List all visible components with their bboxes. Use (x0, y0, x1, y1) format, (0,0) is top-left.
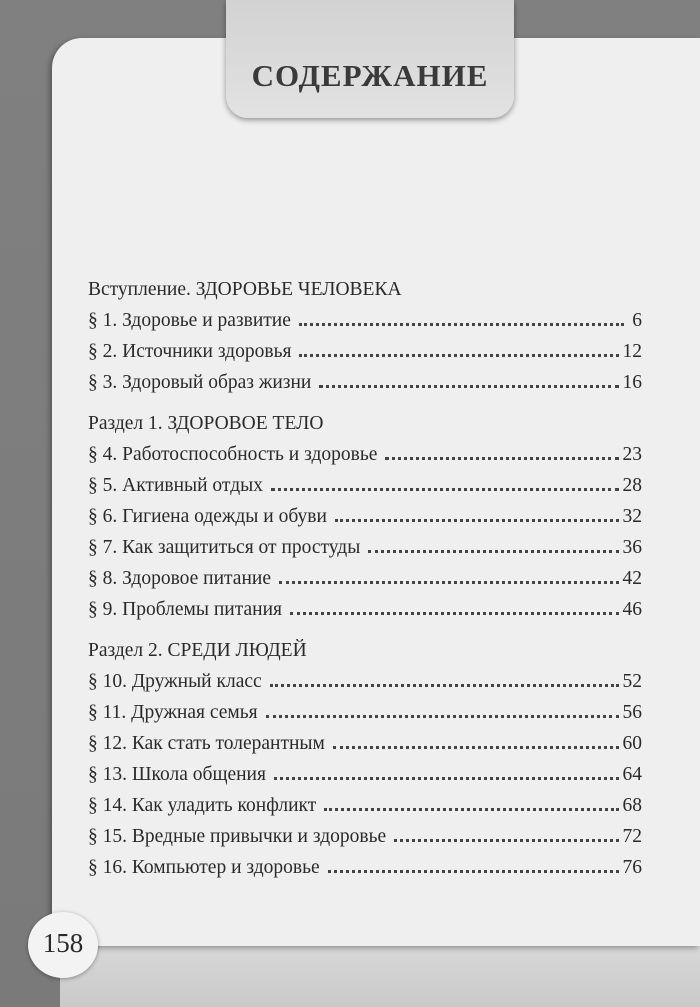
toc-entry-label: § 15. Вредные привычки и здоровье (88, 826, 387, 847)
dot-leader (385, 457, 618, 460)
toc-entry-page: 28 (622, 475, 642, 496)
section-title-intro: Вступление. ЗДОРОВЬЕ ЧЕЛОВЕКА (88, 279, 402, 300)
toc-entry-label: § 11. Дружная семья (88, 702, 258, 723)
toc-entry-page: 16 (622, 372, 642, 393)
toc-entry-page: 36 (622, 537, 642, 558)
dot-leader (328, 870, 619, 873)
table-of-contents (88, 274, 642, 883)
toc-entry-label: § 3. Здоровый образ жизни (88, 372, 312, 393)
section-title-healthy-body: Раздел 1. ЗДОРОВОЕ ТЕЛО (88, 413, 324, 434)
section-gap (88, 398, 642, 408)
toc-entry-page: 42 (622, 568, 642, 589)
toc-entry-page: 60 (622, 733, 642, 754)
toc-entry[interactable] (88, 305, 642, 336)
toc-entry-label: § 9. Проблемы питания (88, 599, 282, 620)
page-number: 158 (42, 928, 84, 958)
section-title-among-people: Раздел 2. СРЕДИ ЛЮДЕЙ (88, 640, 307, 661)
toc-entry-label: § 6. Гигиена одежды и обуви (88, 506, 327, 527)
toc-entry-label: § 8. Здоровое питание (88, 568, 271, 589)
dot-leader (270, 684, 619, 687)
dot-leader (299, 354, 618, 357)
toc-entry[interactable] (88, 594, 642, 625)
dot-leader (299, 323, 624, 326)
toc-entry-page: 56 (622, 702, 642, 723)
toc-entry-label: § 4. Работоспособность и здоровье (88, 444, 378, 465)
toc-entry[interactable] (88, 336, 642, 367)
lower-page-edge (60, 946, 700, 1007)
toc-entry[interactable] (88, 367, 642, 398)
toc-entry[interactable] (88, 470, 642, 501)
toc-entry-label: § 13. Школа общения (88, 764, 266, 785)
dot-leader (333, 746, 619, 749)
toc-entry-label: § 10. Дружный класс (88, 671, 262, 692)
toc-entry-page: 46 (622, 599, 642, 620)
toc-entry[interactable] (88, 728, 642, 759)
toc-entry[interactable] (88, 532, 642, 563)
dot-leader (279, 581, 619, 584)
dot-leader (319, 385, 618, 388)
toc-entry-label: § 16. Компьютер и здоровье (88, 857, 320, 878)
toc-entry[interactable] (88, 759, 642, 790)
dot-leader (335, 519, 619, 522)
toc-entry-page: 76 (622, 857, 642, 878)
page-number-badge (28, 912, 98, 978)
toc-entry-page: 72 (622, 826, 642, 847)
toc-entry-label: § 5. Активный отдых (88, 475, 263, 496)
toc-entry[interactable] (88, 821, 642, 852)
toc-entry-page: 68 (622, 795, 642, 816)
dot-leader (290, 612, 619, 615)
title-tab (226, 0, 514, 118)
toc-entry[interactable] (88, 501, 642, 532)
toc-entry-page: 52 (622, 671, 642, 692)
toc-entry-page: 64 (622, 764, 642, 785)
dot-leader (394, 839, 618, 842)
toc-entry-label: § 2. Источники здоровья (88, 341, 292, 362)
toc-entry-page: 12 (622, 341, 642, 362)
dot-leader (274, 777, 619, 780)
dot-leader (368, 550, 618, 553)
toc-entry[interactable] (88, 852, 642, 883)
toc-entry[interactable] (88, 697, 642, 728)
toc-entry-label: § 12. Как стать толерантным (88, 733, 325, 754)
toc-entry-page: 32 (622, 506, 642, 527)
toc-entry-label: § 7. Как защититься от простуды (88, 537, 361, 558)
toc-entry[interactable] (88, 790, 642, 821)
toc-entry[interactable] (88, 666, 642, 697)
toc-entry[interactable] (88, 563, 642, 594)
toc-entry-page: 23 (622, 444, 642, 465)
toc-entry[interactable] (88, 439, 642, 470)
section-gap (88, 625, 642, 635)
toc-entry-page: 6 (632, 310, 642, 331)
dot-leader (271, 488, 619, 491)
page-title: СОДЕРЖАНИЕ (251, 58, 489, 93)
dot-leader (266, 715, 619, 718)
toc-entry-label: § 14. Как уладить конфликт (88, 795, 317, 816)
toc-entry-label: § 1. Здоровье и развитие (88, 310, 291, 331)
dot-leader (324, 808, 618, 811)
